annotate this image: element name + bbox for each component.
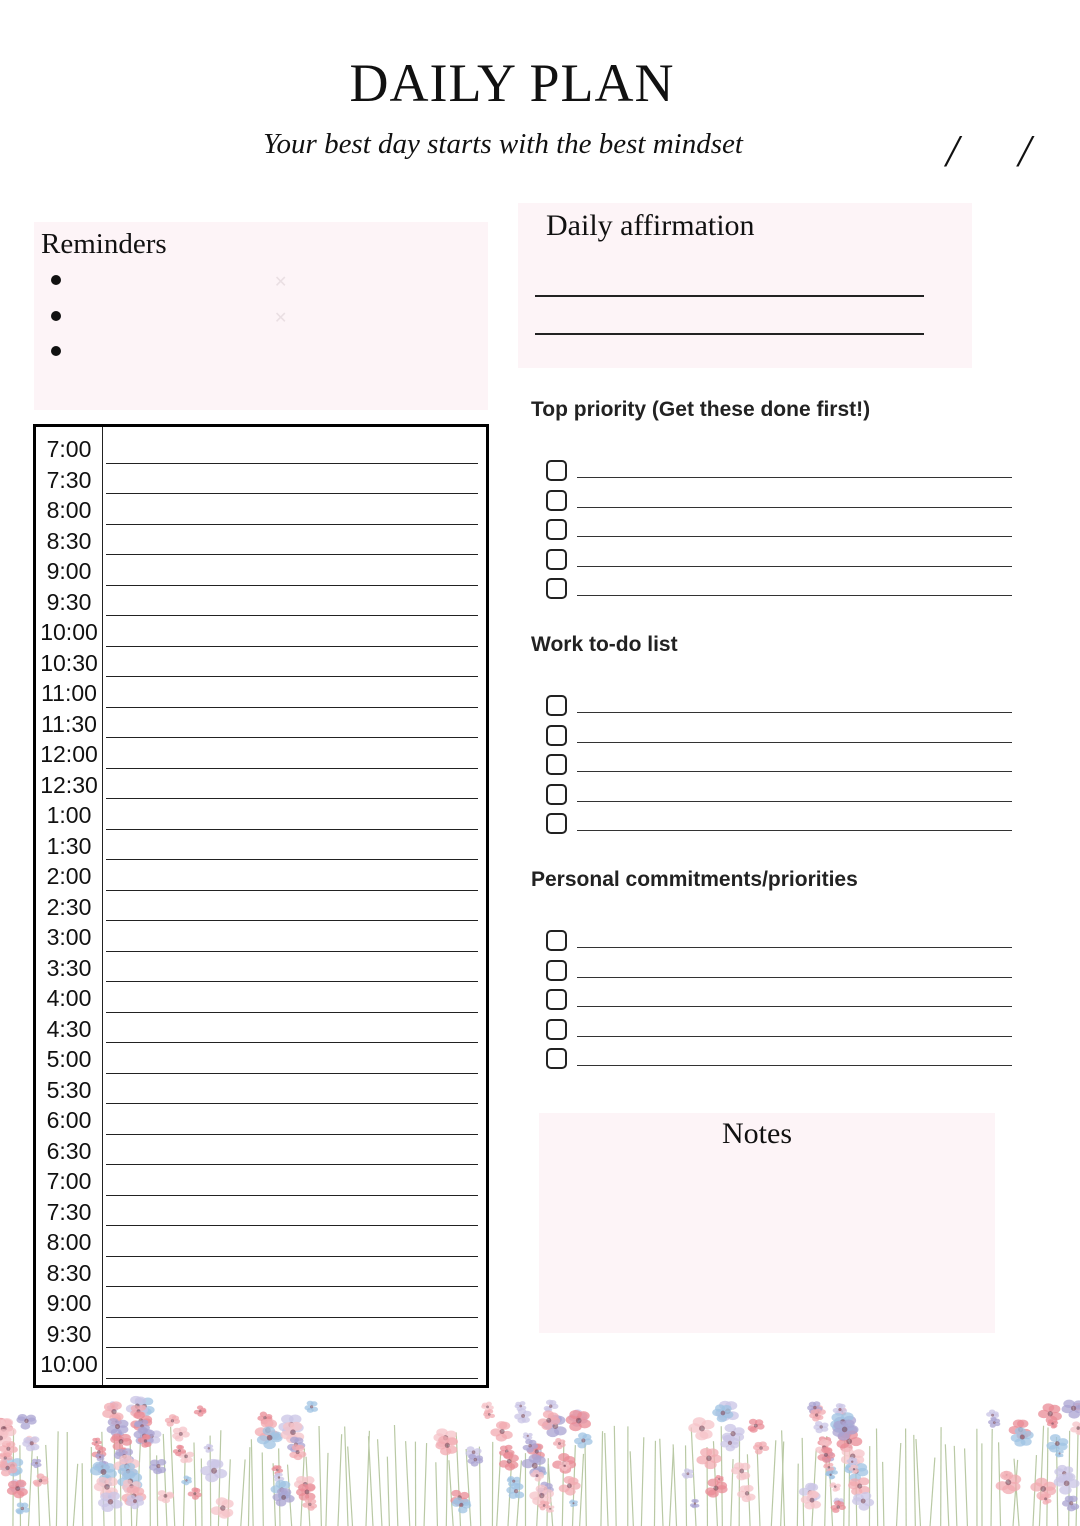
faint-x-icon: ✕ xyxy=(274,308,288,327)
flower-stem xyxy=(394,1425,397,1526)
flower-blossom xyxy=(1070,1421,1080,1435)
time-slot-row[interactable] xyxy=(36,677,486,708)
flower-stem xyxy=(1039,1426,1043,1526)
time-label: 9:00 xyxy=(46,558,92,584)
time-label: 2:30 xyxy=(46,893,92,920)
flower-blossom xyxy=(22,1436,39,1451)
time-label: 10:00 xyxy=(40,619,98,645)
time-slot-row[interactable] xyxy=(36,1196,486,1227)
flower-blossom xyxy=(852,1492,874,1511)
flower-stem xyxy=(338,1434,342,1526)
checkbox[interactable] xyxy=(546,813,567,834)
flower-blossom xyxy=(16,1414,36,1430)
affirmation-line[interactable] xyxy=(535,295,924,297)
time-slot-row[interactable] xyxy=(36,860,486,891)
personal-task-row xyxy=(546,1048,1016,1072)
time-label: 7:00 xyxy=(46,436,92,462)
date-field[interactable]: / / xyxy=(946,125,1056,176)
flower-blossom xyxy=(149,1459,166,1474)
top-priority-task-row xyxy=(546,549,1016,573)
flower-stem xyxy=(1047,1428,1048,1526)
flower-stem xyxy=(585,1444,586,1526)
notes-heading: Notes xyxy=(722,1117,792,1150)
flower-blossom xyxy=(574,1432,593,1448)
work-task-row xyxy=(546,784,1016,808)
flower-blossom xyxy=(753,1441,769,1454)
time-slot-row[interactable] xyxy=(36,799,486,830)
flower-blossom xyxy=(559,1476,581,1496)
reminders-heading: Reminders xyxy=(41,228,167,260)
work-task-row xyxy=(546,725,1016,749)
flower-blossom xyxy=(110,1433,132,1450)
checkbox[interactable] xyxy=(546,460,567,481)
flower-stem xyxy=(914,1435,916,1526)
time-label: 4:00 xyxy=(46,985,92,1011)
flower-stem xyxy=(601,1431,603,1526)
flower-blossom xyxy=(211,1497,234,1518)
time-label: 7:00 xyxy=(46,1168,92,1194)
faint-x-icon: ✕ xyxy=(274,272,288,291)
time-label: 9:00 xyxy=(46,1290,92,1316)
flower-blossom xyxy=(296,1483,316,1500)
time-slot-row[interactable] xyxy=(36,1165,486,1196)
task-line[interactable] xyxy=(577,742,1012,743)
flower-stem xyxy=(163,1434,167,1526)
time-slot-row[interactable] xyxy=(36,921,486,952)
checkbox[interactable] xyxy=(546,1048,567,1069)
time-label: 12:30 xyxy=(40,771,98,798)
flower-stem xyxy=(877,1428,878,1526)
time-label: 3:30 xyxy=(46,954,92,981)
task-line[interactable] xyxy=(577,801,1012,802)
time-label: 8:30 xyxy=(46,527,92,554)
flower-stem xyxy=(436,1462,438,1526)
time-label: 5:30 xyxy=(46,1076,92,1103)
time-slot-line[interactable] xyxy=(106,1378,478,1379)
flower-stem xyxy=(605,1433,608,1526)
flower-stem xyxy=(614,1426,616,1526)
flower-stem xyxy=(82,1463,83,1526)
time-label: 3:00 xyxy=(46,924,92,950)
flower-stem xyxy=(406,1441,410,1526)
time-slot-row[interactable] xyxy=(36,1013,486,1044)
flower-stem xyxy=(721,1426,722,1526)
top-priority-task-row xyxy=(546,519,1016,543)
time-slot-row[interactable] xyxy=(36,1135,486,1166)
checkbox[interactable] xyxy=(546,930,567,951)
time-label: 5:00 xyxy=(46,1046,92,1072)
top-priority-task-row xyxy=(546,490,1016,514)
flower-stem xyxy=(916,1439,920,1526)
time-slot-row[interactable] xyxy=(36,1043,486,1074)
time-label: 6:30 xyxy=(46,1137,92,1164)
task-line[interactable] xyxy=(577,595,1012,596)
task-line[interactable] xyxy=(577,477,1012,478)
time-slot-row[interactable] xyxy=(36,647,486,678)
flower-stem xyxy=(771,1440,775,1526)
affirmation-panel xyxy=(518,203,972,368)
flower-blossom xyxy=(682,1468,694,1478)
personal-task-row xyxy=(546,989,1016,1013)
checkbox[interactable] xyxy=(546,754,567,775)
checkbox[interactable] xyxy=(546,578,567,599)
personal-heading: Personal commitments/priorities xyxy=(531,868,858,891)
flower-stem xyxy=(965,1448,968,1526)
work-task-row xyxy=(546,813,1016,837)
flower-blossom xyxy=(172,1427,190,1442)
flower-blossom xyxy=(825,1470,835,1479)
flower-stem xyxy=(56,1431,58,1526)
flower-blossom xyxy=(566,1410,591,1431)
time-label: 6:00 xyxy=(46,1107,92,1133)
top-priority-task-row xyxy=(546,460,1016,484)
flower-stem xyxy=(641,1437,643,1526)
flower-stem xyxy=(991,1429,992,1526)
flower-blossom xyxy=(569,1499,578,1507)
time-slot-row[interactable] xyxy=(36,1226,486,1257)
flower-blossom xyxy=(33,1473,49,1486)
time-slot-row[interactable] xyxy=(36,708,486,739)
checkbox[interactable] xyxy=(546,960,567,981)
task-line[interactable] xyxy=(577,1036,1012,1037)
notes-panel[interactable] xyxy=(539,1113,995,1333)
checkbox[interactable] xyxy=(546,695,567,716)
checkbox[interactable] xyxy=(546,519,567,540)
checkbox[interactable] xyxy=(546,784,567,805)
flower-stem xyxy=(797,1464,798,1526)
flower-blossom xyxy=(468,1454,484,1467)
flower-stem xyxy=(348,1446,353,1526)
reminder-bullet xyxy=(51,346,61,356)
task-line[interactable] xyxy=(577,712,1012,713)
flower-stem xyxy=(954,1446,957,1526)
flower-blossom xyxy=(705,1479,727,1498)
flower-stem xyxy=(686,1445,687,1526)
time-slot-row[interactable] xyxy=(36,525,486,556)
flower-blossom xyxy=(126,1495,144,1509)
checkbox[interactable] xyxy=(546,549,567,570)
flower-blossom xyxy=(514,1408,531,1423)
work-task-row xyxy=(546,695,1016,719)
flower-blossom xyxy=(7,1480,28,1499)
task-line[interactable] xyxy=(577,771,1012,772)
flower-blossom xyxy=(98,1492,123,1512)
flower-blossom xyxy=(690,1499,699,1508)
flower-blossom xyxy=(435,1436,458,1455)
flower-stem xyxy=(262,1452,263,1526)
time-slot-row[interactable] xyxy=(36,464,486,495)
time-label: 12:00 xyxy=(40,741,98,767)
flower-stem xyxy=(802,1438,803,1526)
time-slot-row[interactable] xyxy=(36,1074,486,1105)
flower-blossom xyxy=(523,1432,533,1440)
checkbox[interactable] xyxy=(546,490,567,511)
time-label: 10:30 xyxy=(40,649,98,676)
task-line[interactable] xyxy=(577,977,1012,978)
flower-stem xyxy=(326,1453,328,1526)
flower-stem xyxy=(28,1449,32,1526)
page-title: DAILY PLAN xyxy=(349,53,675,113)
flower-stem xyxy=(424,1443,427,1526)
flower-blossom xyxy=(748,1419,765,1433)
time-label: 11:00 xyxy=(41,680,97,706)
flower-blossom xyxy=(452,1498,472,1514)
flower-stem xyxy=(248,1447,249,1526)
time-label: 9:30 xyxy=(46,1320,92,1347)
time-slot-row[interactable] xyxy=(36,891,486,922)
time-label: 8:30 xyxy=(46,1259,92,1286)
flower-stem xyxy=(319,1426,321,1526)
personal-task-row xyxy=(546,930,1016,954)
time-slot-row[interactable] xyxy=(36,1104,486,1135)
time-label: 8:00 xyxy=(46,1229,92,1255)
time-slot-row[interactable] xyxy=(36,1257,486,1288)
top-priority-task-row xyxy=(546,578,1016,602)
personal-task-row xyxy=(546,1019,1016,1043)
time-slot-row[interactable] xyxy=(36,555,486,586)
flower-stem xyxy=(46,1445,50,1526)
checkbox[interactable] xyxy=(546,989,567,1010)
time-slot-row[interactable] xyxy=(36,1348,486,1379)
time-label: 8:00 xyxy=(46,497,92,523)
flower-stem xyxy=(171,1427,175,1526)
flower-stem xyxy=(1076,1426,1078,1526)
task-line[interactable] xyxy=(577,947,1012,948)
flower-stem xyxy=(897,1443,901,1526)
time-label: 2:00 xyxy=(46,863,92,889)
time-slot-row[interactable] xyxy=(36,616,486,647)
flower-stem xyxy=(660,1439,663,1526)
flower-stem xyxy=(630,1451,633,1526)
affirmation-line[interactable] xyxy=(535,333,924,335)
task-line[interactable] xyxy=(577,1065,1012,1066)
flower-stem xyxy=(368,1436,372,1526)
flower-stem xyxy=(387,1457,389,1526)
flower-blossom xyxy=(696,1448,721,1469)
flower-stem xyxy=(654,1441,655,1526)
flower-stem xyxy=(930,1458,935,1526)
time-label: 11:30 xyxy=(41,710,97,737)
flower-blossom xyxy=(304,1401,318,1413)
personal-task-row xyxy=(546,960,1016,984)
time-label: 1:30 xyxy=(46,832,92,859)
flower-stem xyxy=(91,1447,92,1526)
time-slot-row[interactable] xyxy=(36,830,486,861)
page-subtitle: Your best day starts with the best mindset xyxy=(263,128,743,160)
reminder-bullet xyxy=(51,275,61,285)
task-line[interactable] xyxy=(577,536,1012,537)
flower-blossom xyxy=(31,1459,42,1468)
flower-stem xyxy=(670,1448,674,1526)
flower-blossom xyxy=(813,1421,828,1433)
flower-blossom xyxy=(200,1459,227,1482)
flower-stem xyxy=(906,1428,907,1526)
flower-stem xyxy=(757,1450,760,1526)
flower-blossom xyxy=(490,1421,512,1441)
time-slot-row[interactable] xyxy=(36,952,486,983)
time-label: 4:30 xyxy=(46,1015,92,1042)
checkbox[interactable] xyxy=(546,1019,567,1040)
checkbox[interactable] xyxy=(546,725,567,746)
reminders-panel xyxy=(34,222,488,410)
time-slot-row[interactable] xyxy=(36,433,486,464)
flower-stem xyxy=(883,1462,884,1526)
time-label: 7:30 xyxy=(46,1198,92,1225)
time-slot-row[interactable] xyxy=(36,738,486,769)
top-priority-heading: Top priority (Get these done first!) xyxy=(531,398,871,421)
flower-stem xyxy=(945,1444,948,1526)
flower-blossom xyxy=(188,1487,202,1499)
flower-stem xyxy=(580,1454,584,1526)
flower-blossom xyxy=(1046,1434,1068,1452)
flower-blossom xyxy=(181,1475,192,1485)
task-line[interactable] xyxy=(577,1006,1012,1007)
hourly-schedule xyxy=(33,424,489,1388)
flower-blossom xyxy=(1055,1450,1064,1457)
flower-blossom xyxy=(204,1444,214,1453)
flower-blossom xyxy=(544,1400,559,1413)
task-line[interactable] xyxy=(577,566,1012,567)
flower-blossom xyxy=(1062,1400,1080,1419)
reminder-bullet xyxy=(51,311,61,321)
task-line[interactable] xyxy=(577,507,1012,508)
task-line[interactable] xyxy=(577,830,1012,831)
flower-stem xyxy=(194,1443,196,1526)
flower-blossom xyxy=(988,1417,1000,1428)
work-todo-heading: Work to-do list xyxy=(531,633,678,656)
floral-border-decoration xyxy=(0,1395,1080,1526)
time-slot-row[interactable] xyxy=(36,982,486,1013)
flower-stem xyxy=(673,1444,676,1526)
time-slot-row[interactable] xyxy=(36,1287,486,1318)
time-label: 7:30 xyxy=(46,466,92,493)
flower-blossom xyxy=(809,1409,823,1422)
time-slot-row[interactable] xyxy=(36,586,486,617)
flower-stem xyxy=(345,1426,348,1526)
flower-blossom xyxy=(15,1502,29,1514)
work-task-row xyxy=(546,754,1016,778)
flower-stem xyxy=(378,1439,382,1526)
time-slot-row[interactable] xyxy=(36,769,486,800)
flower-blossom xyxy=(165,1414,180,1427)
flower-stem xyxy=(251,1439,253,1526)
time-slot-row[interactable] xyxy=(36,1318,486,1349)
time-label: 1:00 xyxy=(46,802,92,828)
flower-stem xyxy=(73,1464,77,1526)
flower-stem xyxy=(241,1459,245,1526)
time-label: 9:30 xyxy=(46,588,92,615)
flower-blossom xyxy=(194,1405,207,1416)
affirmation-heading: Daily affirmation xyxy=(546,209,755,242)
time-slot-row[interactable] xyxy=(36,494,486,525)
time-label: 10:00 xyxy=(40,1351,98,1377)
